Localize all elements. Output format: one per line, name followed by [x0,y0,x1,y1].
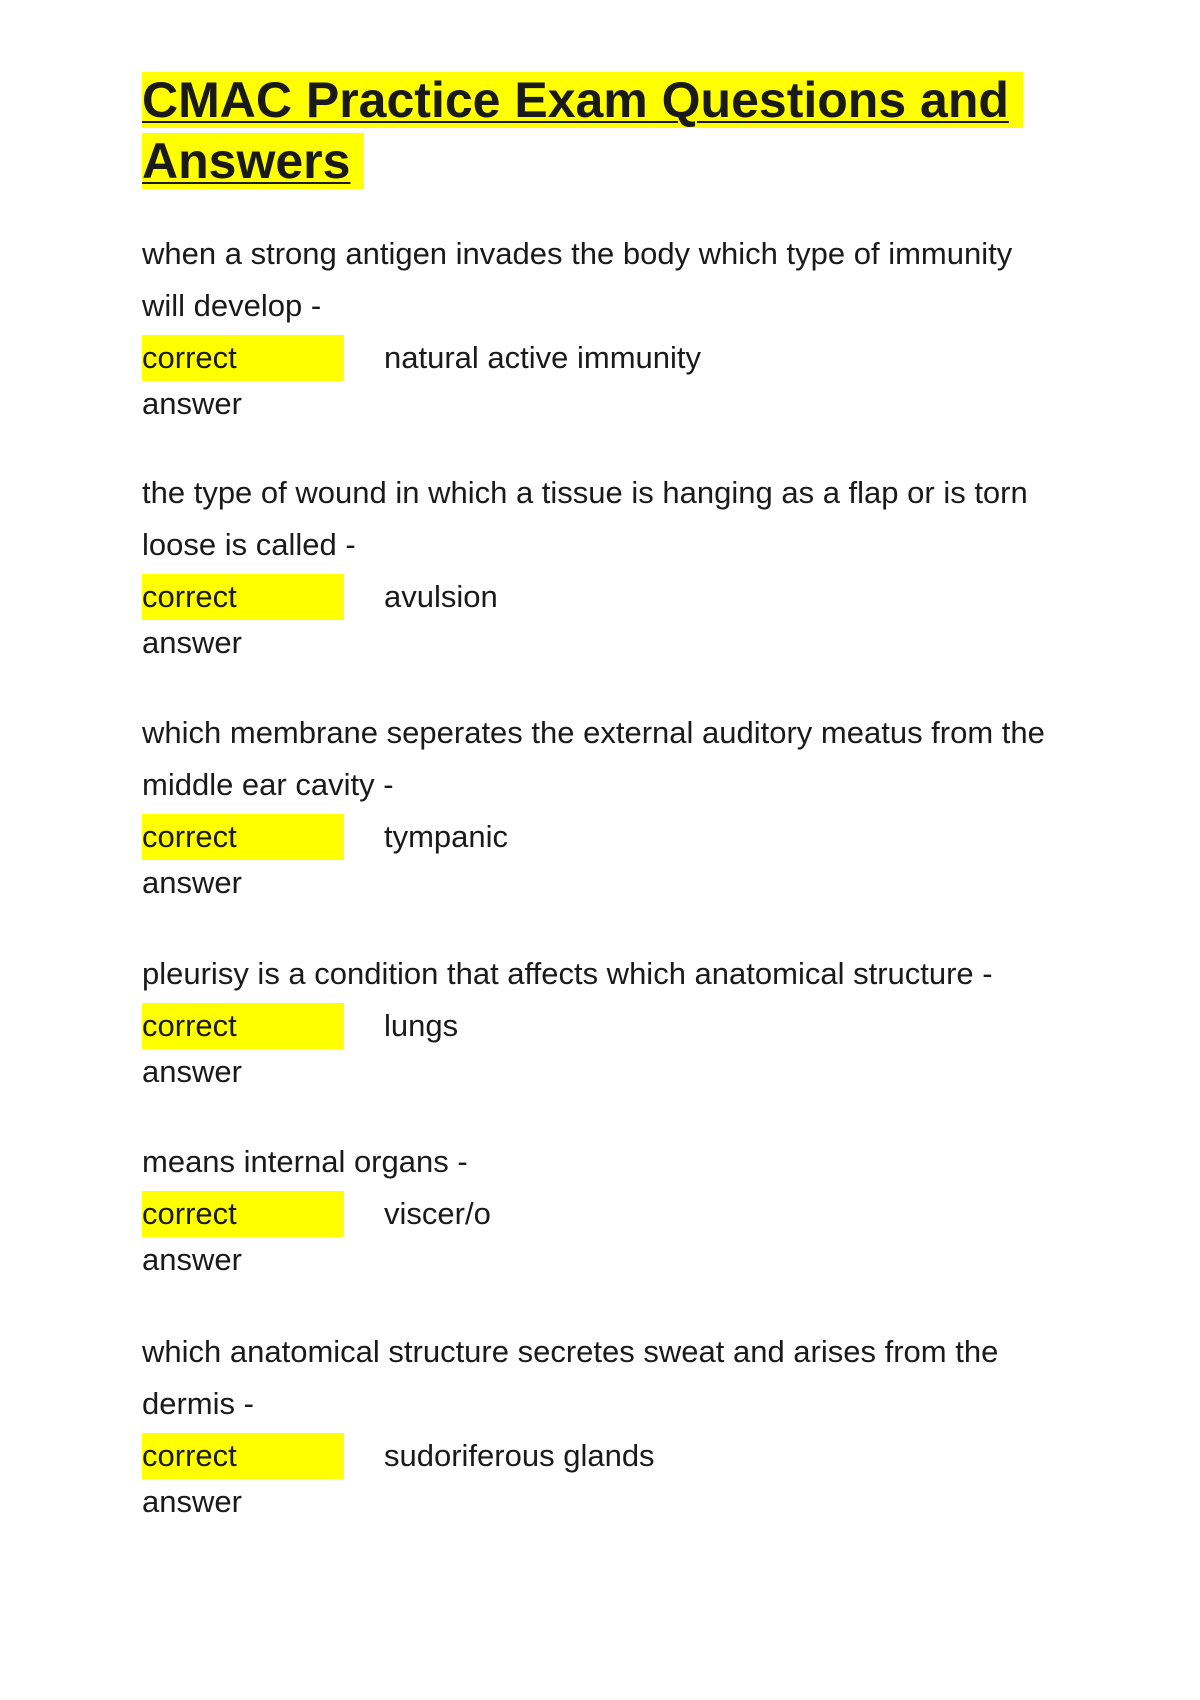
question-text: means internal organs - [142,1144,468,1179]
answer-text: tympanic [384,819,509,854]
answer-label: correct answer [142,335,344,381]
question-text: pleurisy is a condition that affects which anatomical structure - [142,956,993,991]
answer-label: correct answer [142,814,344,860]
answer-label: correct answer [142,1003,344,1049]
answer-row [142,1000,1062,1089]
qa-item [142,707,1062,900]
qa-item [142,467,1062,660]
question-text: which anatomical structure secretes sweat and arises from the dermis - [142,1334,999,1421]
qa-item [142,1136,1062,1277]
answer-label: correct answer [142,574,344,620]
answer-label: correct answer [142,1191,344,1237]
answer-row [142,811,1062,900]
qa-item [142,1326,1062,1519]
answer-row [142,332,1062,421]
answer-text: lungs [384,1008,459,1043]
answer-text: avulsion [384,579,498,614]
question-text: the type of wound in which a tissue is hanging as a flap or is torn loose is called - [142,475,1028,562]
question-text: when a strong antigen invades the body which type of immunity will develop - [142,236,1013,323]
document-title-text: CMAC Practice Exam Questions and Answers [142,72,1023,189]
document-page [142,70,1062,192]
answer-label: correct answer [142,1433,344,1479]
answer-text: natural active immunity [384,340,702,375]
answer-row [142,1188,1062,1277]
qa-item [142,228,1062,421]
qa-item [142,948,1062,1089]
answer-text: sudoriferous glands [384,1438,655,1473]
answer-row [142,1430,1062,1519]
document-title [142,70,1062,192]
answer-row [142,571,1062,660]
answer-text: viscer/o [384,1196,491,1231]
question-text: which membrane seperates the external auditory meatus from the middle ear cavity - [142,715,1045,802]
